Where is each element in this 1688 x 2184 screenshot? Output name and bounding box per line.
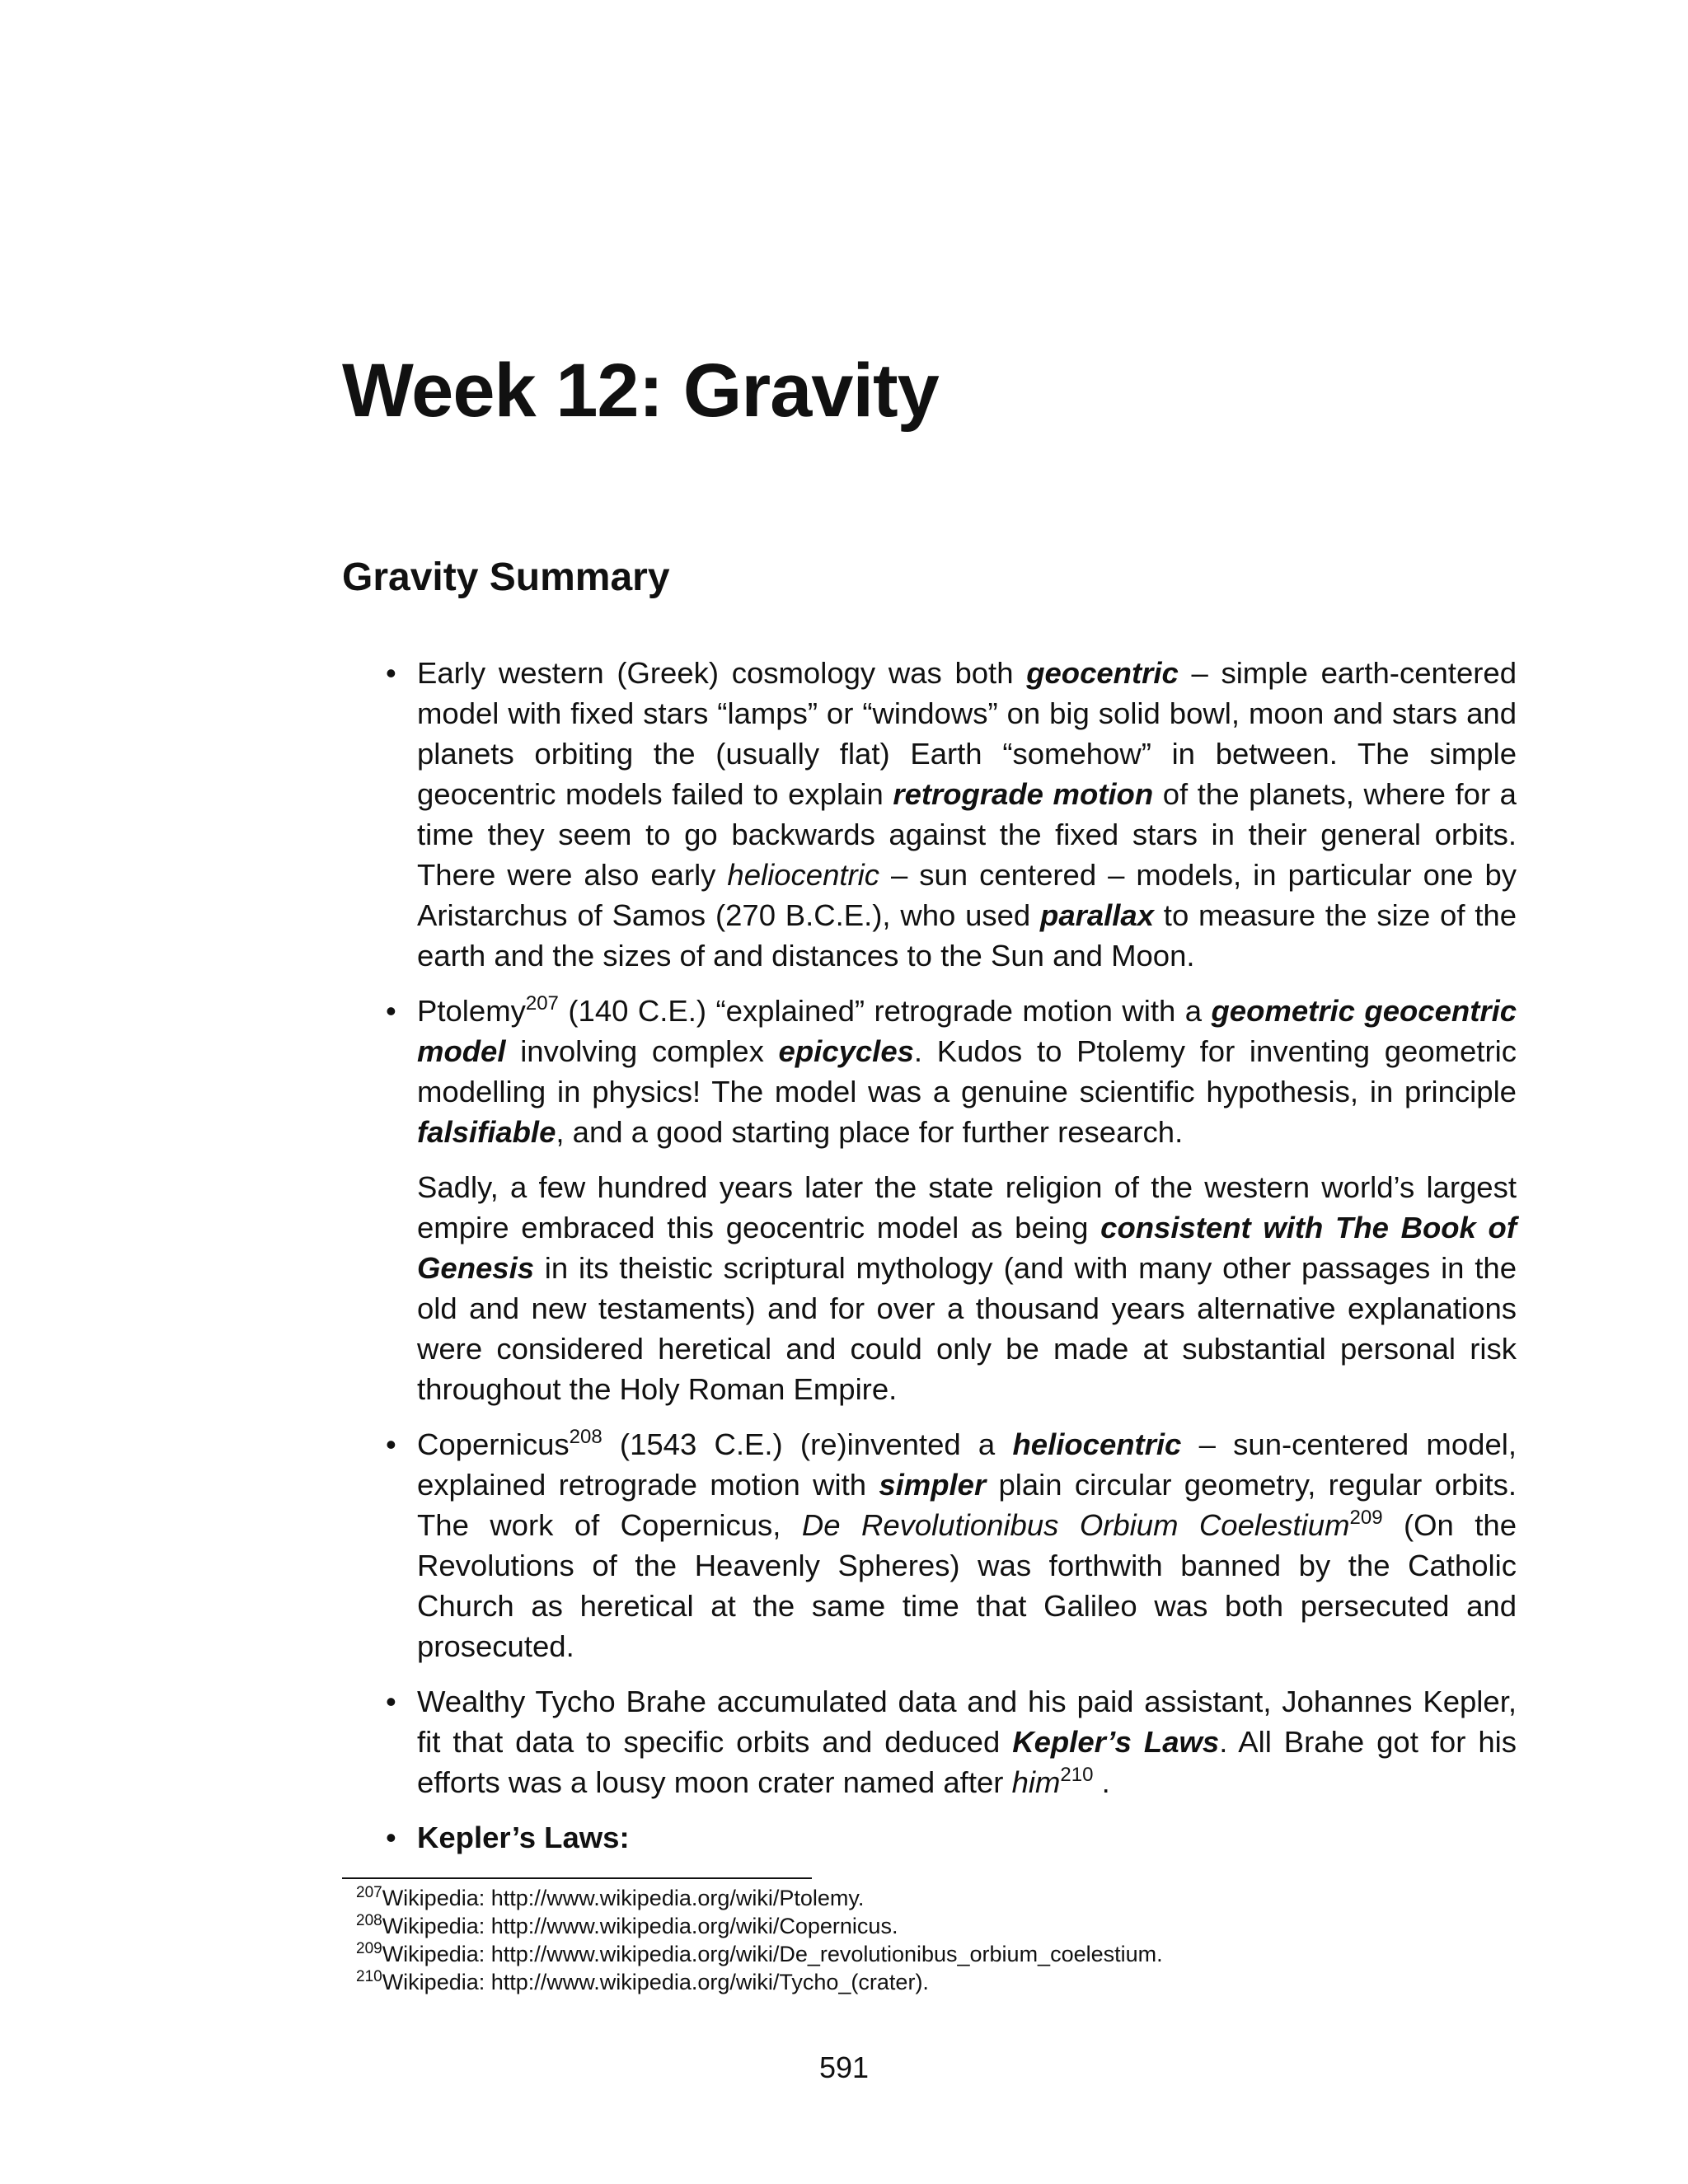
footnote-ref-210[interactable]: 210 [1060,1764,1094,1786]
text: Early western (Greek) cosmology was both [417,656,1027,690]
bullet-dot: • [386,1685,396,1718]
text: . All Brahe got for his efforts was a lousy moon crater named after [417,1725,1517,1799]
bullet-ptolemy [386,991,1517,1409]
text: involving complex [505,1034,779,1068]
term-him: him [1011,1765,1061,1799]
paragraph [417,1817,1517,1858]
paragraph [417,653,1517,976]
bullet-dot: • [386,1427,396,1461]
term-heliocentric: heliocentric [1012,1427,1182,1461]
text: (140 C.E.) “explained” retrograde motion with a [558,994,1212,1028]
text: – sun-centered model, explained retrograde motion with [417,1427,1517,1502]
term-retrograde-motion: retrograde motion [893,777,1154,811]
paragraph [417,991,1517,1152]
footnote-divider [342,1877,812,1879]
text: in its theistic scriptural mythology (and with many other passages in the old and new testaments) and for over a thousand years alternative explanations were considered heretical and could only be made at substantial personal risk throughout the Holy Roman Empire. [417,1251,1517,1406]
text: – simple earth-centered model with fixed stars “lamps” or “windows” on big solid bowl, moon and stars and planets orbiting the (usually flat) Earth “somehow” in between. The simple geocentric models failed to explain [417,656,1517,811]
bullet-dot: • [386,994,396,1028]
footnote-ref-208[interactable]: 208 [569,1426,603,1448]
bullet-tycho-brahe [386,1681,1517,1802]
book-title: De Revolutionibus Orbium Coelestium [801,1508,1350,1542]
bullet-dot: • [386,656,396,690]
footnote-ref-207[interactable]: 207 [525,992,559,1015]
term-parallax: parallax [1040,898,1155,932]
text: Sadly, a few hundred years later the state religion of the western world’s largest empire embraced this geocentric model as being [417,1170,1517,1244]
text: of the planets, where for a time they seem to go backwards against the fixed stars in their general orbits. There were also early [417,777,1517,892]
chapter-title: Week 12: Gravity [342,349,939,433]
footnotes [356,1884,1163,1996]
bullet-keplers-laws [386,1817,1517,1858]
footnote-item [356,1968,1163,1996]
section-title: Gravity Summary [342,555,670,599]
text: Wealthy Tycho Brahe accumulated data and his paid assistant, Johannes Kepler, fit that data to specific orbits and deduced [417,1685,1517,1759]
term-geometric-geocentric-model: geometric geocentric model [417,994,1517,1068]
keplers-laws-heading: Kepler’s Laws: [417,1821,630,1854]
text: (On the Revolutions of the Heavenly Spheres) was forthwith banned by the Catholic Church as heretical at the same time that Galileo was both persecuted and prosecuted. [417,1508,1517,1663]
term-epicycles: epicycles [778,1034,914,1068]
footnote-number: 209 [356,1940,382,1957]
footnote-number: 207 [356,1884,382,1901]
text: Copernicus [417,1427,570,1461]
page-number: 591 [818,2050,870,2084]
text: . [1093,1765,1110,1799]
footnote-item [356,1912,1163,1940]
footnote-item [356,1940,1163,1968]
paragraph [417,1424,1517,1666]
text: . Kudos to Ptolemy for inventing geometric modelling in physics! The model was a genuine scientific hypothesis, in principle [417,1034,1517,1108]
footnote-item [356,1884,1163,1912]
summary-list [386,653,1517,1872]
footnote-text[interactable]: Wikipedia: http://www.wikipedia.org/wiki/De_revolutionibus_orbium_coelestium. [382,1942,1163,1966]
bullet-copernicus [386,1424,1517,1666]
footnote-ref-209[interactable]: 209 [1349,1507,1383,1529]
term-consistent-with-genesis: consistent with The Book of Genesis [417,1211,1517,1285]
footnote-text[interactable]: Wikipedia: http://www.wikipedia.org/wiki/Copernicus. [382,1914,898,1938]
paragraph [417,1167,1517,1409]
footnote-number: 210 [356,1968,382,1985]
footnote-text[interactable]: Wikipedia: http://www.wikipedia.org/wiki/Ptolemy. [382,1886,865,1910]
text: to measure the size of the earth and the sizes of and distances to the Sun and Moon. [417,898,1517,972]
term-heliocentric: heliocentric [727,858,880,892]
bullet-cosmology [386,653,1517,976]
paragraph [417,1681,1517,1802]
text: Ptolemy [417,994,526,1028]
text: plain circular geometry, regular orbits. The work of Copernicus, [417,1468,1517,1542]
term-geocentric: geocentric [1026,656,1179,690]
term-simpler: simpler [879,1468,987,1502]
bullet-dot: • [386,1821,396,1854]
term-keplers-laws: Kepler’s Laws [1012,1725,1220,1759]
footnote-text[interactable]: Wikipedia: http://www.wikipedia.org/wiki/Tycho_(crater). [382,1970,929,1994]
text: (1543 C.E.) (re)invented a [602,1427,1013,1461]
term-falsifiable: falsifiable [417,1115,556,1149]
text: – sun centered – models, in particular one by Aristarchus of Samos (270 B.C.E.), who used [417,858,1517,932]
footnote-number: 208 [356,1912,382,1929]
text: , and a good starting place for further research. [556,1115,1184,1149]
